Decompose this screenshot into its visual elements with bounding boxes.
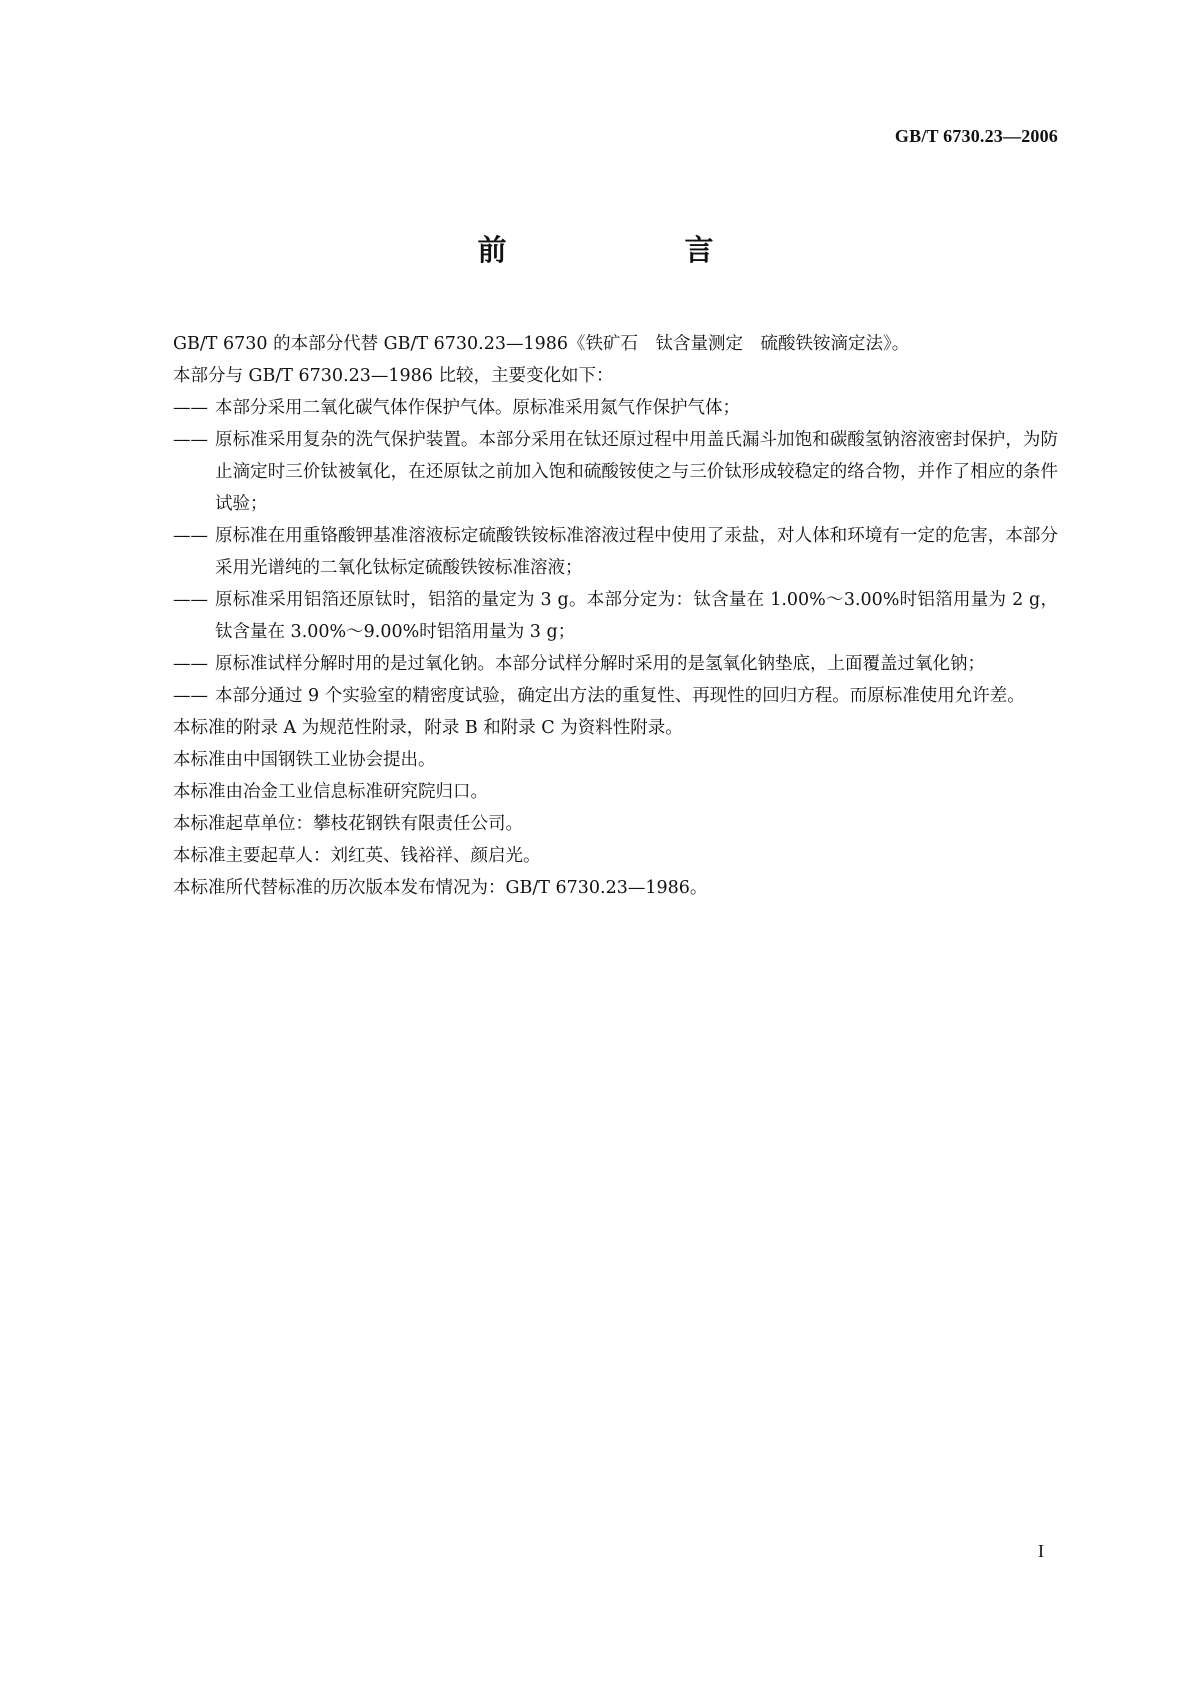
change-text: 本部分通过 9 个实验室的精密度试验，确定出方法的重复性、再现性的回归方程。而原标准使用允许差。 bbox=[215, 686, 1025, 706]
intro-paragraph-1: GB/T 6730 的本部分代替 GB/T 6730.23—1986《铁矿石 钛含量测定 硫酸铁铵滴定法》。 bbox=[173, 334, 910, 354]
dash-marker: —— bbox=[173, 654, 208, 674]
change-text: 原标准采用复杂的洗气保护装置。本部分采用在钛还原过程中用盖氏漏斗加饱和碳酸氢钠溶液密封保护，为防止滴定时三价钛被氧化，在还原钛之前加入饱和硫酸铵使之与三价钛形成较稳定的络合物，并作了相应的条件试验； bbox=[215, 430, 1058, 514]
foreword-body bbox=[173, 328, 1058, 904]
dash-marker: —— bbox=[173, 398, 208, 418]
closing-paragraph: 本标准由中国钢铁工业协会提出。 bbox=[173, 750, 436, 770]
closing-paragraph: 本标准主要起草人：刘红英、钱裕祥、颜启光。 bbox=[173, 846, 541, 866]
change-text: 原标准采用铝箔还原钛时，铝箔的量定为 3 g。本部分定为：钛含量在 1.00%～3.00%时铝箔用量为 2 g，钛含量在 3.00%～9.00%时铝箔用量为 3 g； bbox=[215, 590, 1058, 642]
dash-marker: —— bbox=[173, 686, 208, 706]
standard-code-header: GB/T 6730.23—2006 bbox=[894, 126, 1058, 146]
closing-paragraph: 本标准的附录 A 为规范性附录，附录 B 和附录 C 为资料性附录。 bbox=[173, 718, 683, 738]
change-text: 原标准在用重铬酸钾基准溶液标定硫酸铁铵标准溶液过程中使用了汞盐，对人体和环境有一定的危害，本部分采用光谱纯的二氧化钛标定硫酸铁铵标准溶液； bbox=[215, 526, 1058, 578]
dash-marker: —— bbox=[173, 526, 208, 546]
change-text: 原标准试样分解时用的是过氧化钠。本部分试样分解时采用的是氢氧化钠垫底，上面覆盖过氧化钠； bbox=[215, 654, 985, 674]
change-item bbox=[173, 648, 1058, 680]
closing-paragraph: 本标准所代替标准的历次版本发布情况为：GB/T 6730.23—1986。 bbox=[173, 878, 708, 898]
change-text: 本部分采用二氧化碳气体作保护气体。原标准采用氮气作保护气体； bbox=[215, 398, 740, 418]
page-number: I bbox=[1038, 1541, 1044, 1561]
dash-marker: —— bbox=[173, 430, 208, 450]
page-title: 前 言 bbox=[477, 233, 754, 267]
closing-paragraph: 本标准起草单位：攀枝花钢铁有限责任公司。 bbox=[173, 814, 523, 834]
change-item bbox=[173, 424, 1058, 520]
change-item bbox=[173, 520, 1058, 584]
dash-marker: —— bbox=[173, 590, 208, 610]
change-item bbox=[173, 680, 1058, 712]
change-item bbox=[173, 584, 1058, 648]
closing-paragraph: 本标准由冶金工业信息标准研究院归口。 bbox=[173, 782, 488, 802]
change-item bbox=[173, 392, 1058, 424]
intro-paragraph-2: 本部分与 GB/T 6730.23—1986 比较，主要变化如下： bbox=[173, 366, 614, 386]
